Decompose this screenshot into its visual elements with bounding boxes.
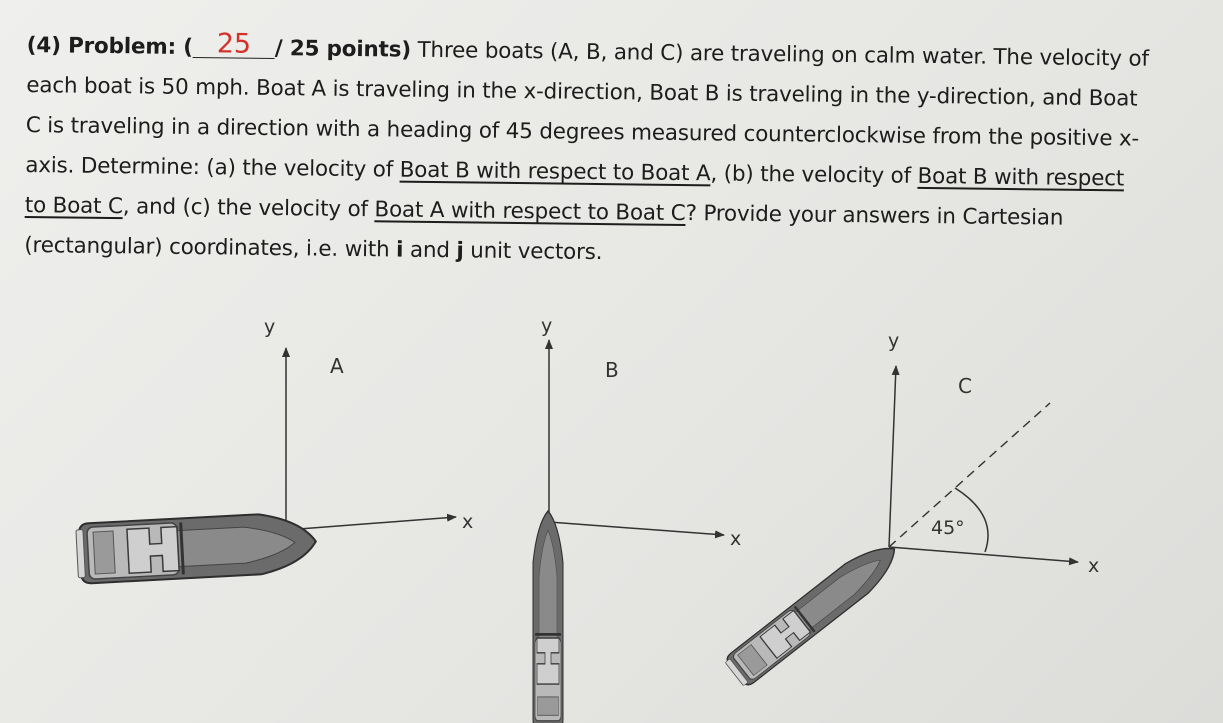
fig-c-y-label: y: [888, 330, 900, 352]
unit-j: j: [456, 238, 464, 264]
fig-a-x-label: x: [462, 511, 474, 533]
fig-c-boat-label: C: [958, 374, 972, 398]
boat-b-icon: [533, 511, 563, 723]
problem-text-3: C is traveling in a direction with a heading of 45 degrees measured counterclockwise from the positive x-: [25, 112, 1140, 152]
problem-text-4b: , (b) the velocity of: [710, 161, 912, 189]
figure-c: [723, 330, 1099, 689]
part-b-underlined-1: Boat B with respect: [917, 163, 1125, 192]
fig-c-heading-line: [889, 403, 1050, 547]
fig-a-x-axis: [286, 517, 456, 530]
fig-b-x-label: x: [730, 528, 742, 550]
fig-a-boat-label: A: [330, 354, 344, 378]
fig-a-y-label: y: [264, 316, 276, 338]
score-handwritten: 25: [193, 31, 275, 59]
problem-text-5a: , and (c) the velocity of: [122, 194, 369, 223]
figure-a: [76, 316, 474, 584]
problem-text-1: Three boats (A, B, and C) are traveling on calm water. The velocity of: [417, 37, 1150, 72]
problem-text-4a: axis. Determine: (a) the velocity of: [25, 152, 394, 183]
fig-b-x-axis: [549, 522, 724, 535]
fig-c-x-axis: [889, 547, 1078, 562]
part-a-underlined: Boat B with respect to Boat A: [399, 157, 711, 187]
points-total: / 25 points): [274, 36, 412, 63]
boat-c-icon: [723, 534, 906, 688]
unit-i: i: [395, 237, 404, 263]
problem-text-6b: unit vectors.: [470, 238, 603, 266]
fig-c-angle-label: 45°: [931, 517, 965, 539]
fig-b-y-label: y: [541, 315, 553, 337]
part-b-underlined-2: to Boat C: [24, 192, 123, 220]
problem-text-and: and: [409, 237, 450, 264]
problem-text-5b: ? Provide your answers in Cartesian: [685, 201, 1064, 231]
part-c-underlined: Boat A with respect to Boat C: [374, 197, 686, 227]
fig-c-x-label: x: [1088, 555, 1100, 577]
problem-text-2: each boat is 50 mph. Boat A is traveling in the x-direction, Boat B is traveling in the y-direction, and Boat: [26, 72, 1138, 112]
boat-a-icon: [76, 511, 318, 583]
fig-c-y-axis: [889, 366, 896, 547]
problem-text-6a: (rectangular) coordinates, i.e. with: [24, 232, 390, 263]
figure-b: [533, 315, 741, 723]
problem-number: (4) Problem: (: [26, 32, 193, 61]
fig-b-boat-label: B: [605, 358, 619, 382]
